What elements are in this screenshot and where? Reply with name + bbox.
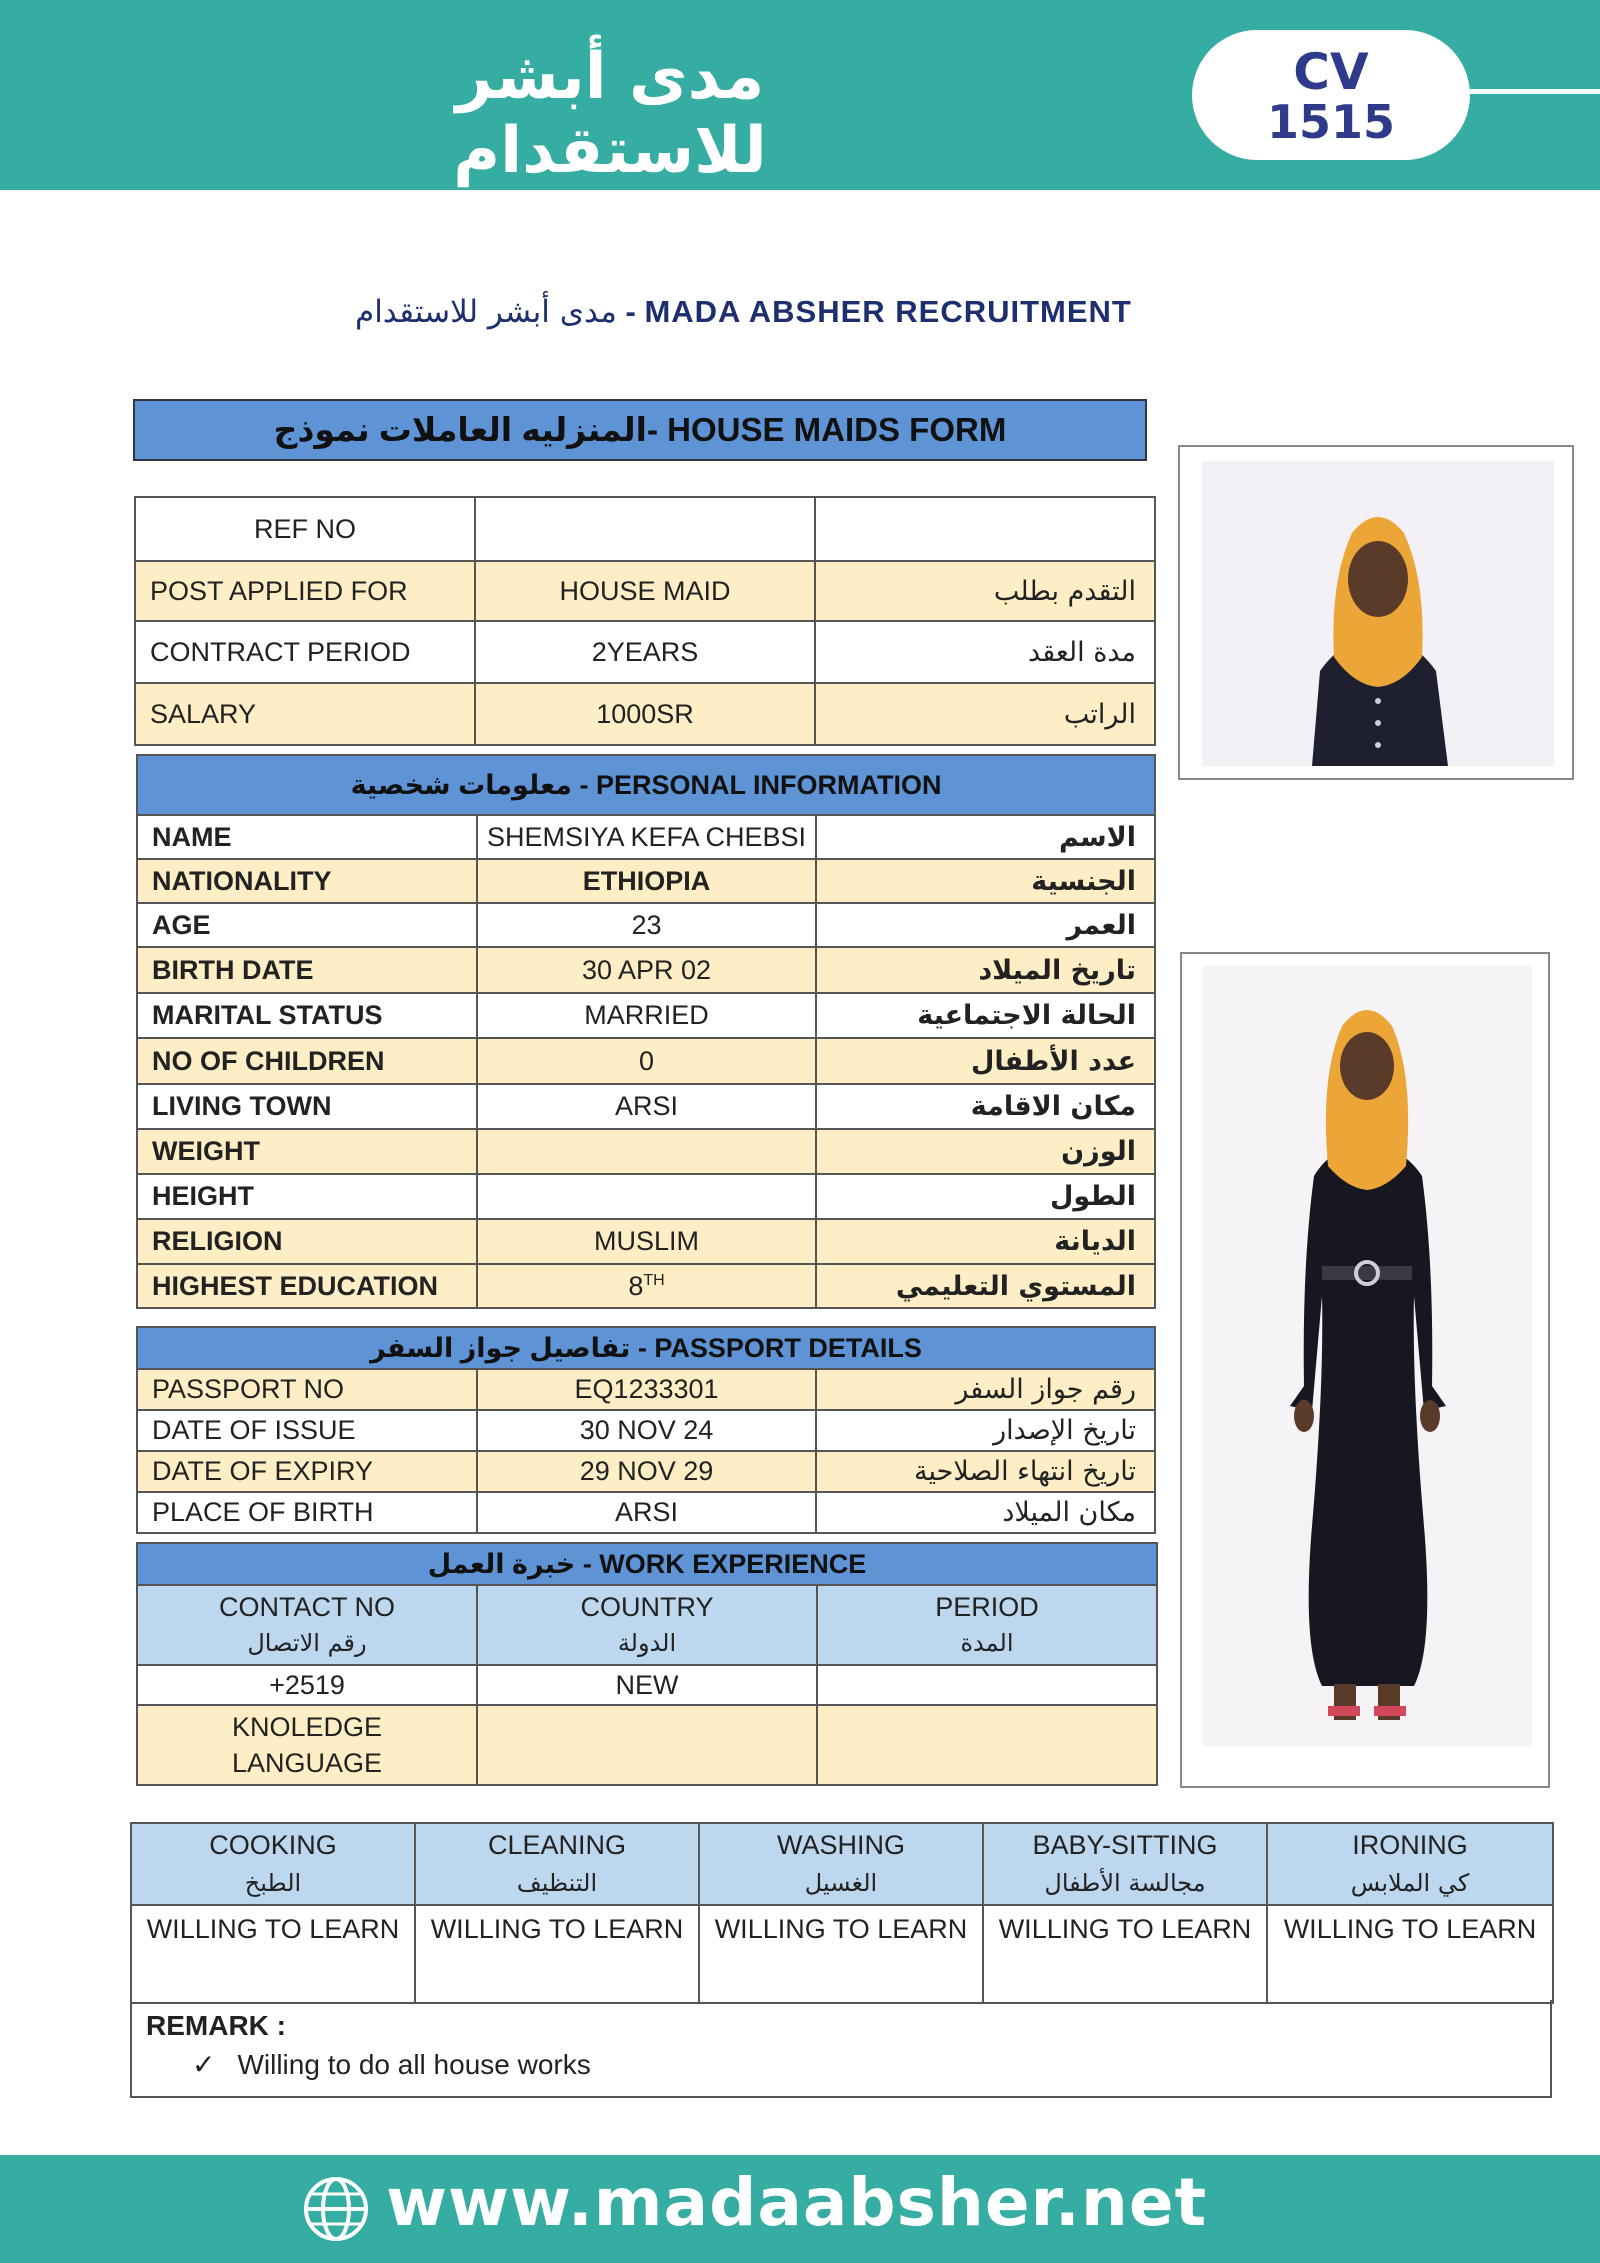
contract-arabic: مدة العقد	[815, 621, 1155, 683]
table-row	[137, 947, 1155, 993]
remark-text: Willing to do all house works	[237, 2049, 591, 2080]
country-header-ar: الدولة	[617, 1629, 677, 1657]
table-row	[137, 1492, 1155, 1533]
skill-washing-value: WILLING TO LEARN	[699, 1905, 983, 2003]
table-row	[137, 1174, 1155, 1219]
form-title: المنزليه العاملات نموذج- HOUSE MAIDS FORM	[133, 399, 1147, 461]
skill-cleaning-ar: التنظيف	[516, 1869, 598, 1897]
living-town-value: ARSI	[477, 1084, 816, 1129]
skill-babysitting-value: WILLING TO LEARN	[983, 1905, 1267, 2003]
contract-label: CONTRACT PERIOD	[135, 621, 475, 683]
table-row	[137, 903, 1155, 947]
table-row	[137, 1084, 1155, 1129]
skill-cleaning-en: CLEANING	[487, 1830, 627, 1860]
place-of-birth-label: PLACE OF BIRTH	[137, 1492, 477, 1533]
country-header	[477, 1585, 817, 1665]
skill-cleaning-value: WILLING TO LEARN	[415, 1905, 699, 2003]
personal-info-table	[136, 754, 1156, 1309]
height-arabic: الطول	[816, 1174, 1155, 1219]
table-row	[137, 1129, 1155, 1174]
name-label: NAME	[137, 815, 477, 859]
weight-arabic: الوزن	[816, 1129, 1155, 1174]
globe-icon	[302, 2175, 370, 2243]
post-arabic: التقدم بطلب	[815, 561, 1155, 621]
contract-value: 2YEARS	[475, 621, 815, 683]
period-header	[817, 1585, 1157, 1665]
remark-title: REMARK :	[146, 2010, 286, 2041]
remark-box	[130, 2000, 1552, 2098]
living-town-label: LIVING TOWN	[137, 1084, 477, 1129]
period-header-ar: المدة	[960, 1629, 1014, 1657]
table-row	[137, 1264, 1155, 1308]
table-row	[135, 621, 1155, 683]
knowledge-language-value	[477, 1705, 817, 1785]
table-row	[137, 1038, 1155, 1084]
living-town-arabic: مكان الاقامة	[816, 1084, 1155, 1129]
ref-no-arabic	[815, 497, 1155, 561]
work-experience-title: خبرة العمل - WORK EXPERIENCE	[137, 1543, 1157, 1585]
remark-item	[192, 2048, 591, 2081]
knowledge-line2: LANGUAGE	[231, 1748, 383, 1778]
salary-label: SALARY	[135, 683, 475, 745]
table-row	[137, 1369, 1155, 1410]
place-of-birth-value: ARSI	[477, 1492, 816, 1533]
religion-label: RELIGION	[137, 1219, 477, 1264]
full-body-photo-image	[1202, 966, 1532, 1746]
skill-washing-ar: الغسيل	[804, 1869, 878, 1897]
skill-babysitting-en: BABY-SITTING	[1032, 1830, 1218, 1860]
table-row	[131, 1905, 1553, 2003]
skill-ironing-ar: كي الملابس	[1350, 1869, 1470, 1897]
table-row	[135, 497, 1155, 561]
country-header-en: COUNTRY	[580, 1592, 714, 1622]
knowledge-line1: KNOLEDGE	[231, 1712, 383, 1742]
issue-date-value: 30 NOV 24	[477, 1410, 816, 1451]
skill-ironing-value: WILLING TO LEARN	[1267, 1905, 1553, 2003]
age-arabic: العمر	[816, 903, 1155, 947]
skills-table	[130, 1822, 1554, 2004]
checkmark-icon: ✓	[192, 2049, 216, 2080]
knowledge-language-label	[137, 1705, 477, 1785]
cv-connector-line	[1470, 89, 1600, 94]
passport-title: تفاصيل جواز السفر - PASSPORT DETAILS	[137, 1327, 1155, 1369]
table-row	[137, 1410, 1155, 1451]
height-label: HEIGHT	[137, 1174, 477, 1219]
subtitle-separator: -	[616, 294, 645, 329]
place-of-birth-arabic: مكان الميلاد	[816, 1492, 1155, 1533]
cv-badge	[1192, 30, 1470, 160]
website-link[interactable]: www.madaabsher.net	[386, 2164, 1208, 2241]
children-label: NO OF CHILDREN	[137, 1038, 477, 1084]
weight-value	[477, 1129, 816, 1174]
table-row	[137, 993, 1155, 1038]
issue-date-arabic: تاريخ الإصدار	[816, 1410, 1155, 1451]
agency-subtitle	[355, 294, 1132, 330]
period-header-en: PERIOD	[935, 1592, 1039, 1622]
portrait-photo-image	[1202, 461, 1554, 766]
education-value	[477, 1264, 816, 1308]
table-row	[137, 1451, 1155, 1492]
passport-no-value: EQ1233301	[477, 1369, 816, 1410]
issue-date-label: DATE OF ISSUE	[137, 1410, 477, 1451]
religion-arabic: الديانة	[816, 1219, 1155, 1264]
contact-no-header-en: CONTACT NO	[218, 1592, 395, 1622]
skill-cooking-value: WILLING TO LEARN	[131, 1905, 415, 2003]
post-label: POST APPLIED FOR	[135, 561, 475, 621]
table-row	[137, 815, 1155, 859]
brand-name-arabic: مدى أبشر للاستقدام	[453, 40, 767, 188]
expiry-date-value: 29 NOV 29	[477, 1451, 816, 1492]
education-grade-suffix: TH	[643, 1271, 665, 1289]
nationality-value: ETHIOPIA	[477, 859, 816, 903]
skill-ironing-header	[1267, 1823, 1553, 1905]
passport-no-label: PASSPORT NO	[137, 1369, 477, 1410]
work-experience-table	[136, 1542, 1158, 1786]
contact-no-value: +2519	[137, 1665, 477, 1705]
table-row	[131, 1823, 1553, 1905]
marital-status-value: MARRIED	[477, 993, 816, 1038]
table-row	[135, 561, 1155, 621]
name-value: SHEMSIYA KEFA CHEBSI	[477, 815, 816, 859]
personal-info-title: معلومات شخصية - PERSONAL INFORMATION	[137, 755, 1155, 815]
expiry-date-arabic: تاريخ انتهاء الصلاحية	[816, 1451, 1155, 1492]
portrait-photo	[1178, 445, 1574, 780]
children-arabic: عدد الأطفال	[816, 1038, 1155, 1084]
age-value: 23	[477, 903, 816, 947]
salary-arabic: الراتب	[815, 683, 1155, 745]
knowledge-language-extra	[817, 1705, 1157, 1785]
religion-value: MUSLIM	[477, 1219, 816, 1264]
passport-table	[136, 1326, 1156, 1534]
ref-no-label: REF NO	[135, 497, 475, 561]
skill-ironing-en: IRONING	[1352, 1830, 1468, 1860]
skill-cleaning-header	[415, 1823, 699, 1905]
nationality-label: NATIONALITY	[137, 859, 477, 903]
table-row	[137, 1665, 1157, 1705]
skill-cooking-header	[131, 1823, 415, 1905]
cv-label: CV	[1293, 43, 1369, 101]
marital-status-label: MARITAL STATUS	[137, 993, 477, 1038]
skill-washing-header	[699, 1823, 983, 1905]
portrait-figure-icon	[1202, 461, 1554, 766]
application-table	[134, 496, 1156, 746]
marital-status-arabic: الحالة الاجتماعية	[816, 993, 1155, 1038]
passport-no-arabic: رقم جواز السفر	[816, 1369, 1155, 1410]
table-row	[135, 683, 1155, 745]
nationality-arabic: الجنسية	[816, 859, 1155, 903]
birth-date-value: 30 APR 02	[477, 947, 816, 993]
contact-no-header-ar: رقم الاتصال	[247, 1629, 367, 1657]
table-row	[137, 1585, 1157, 1665]
skill-washing-en: WASHING	[777, 1830, 905, 1860]
name-arabic: الاسم	[816, 815, 1155, 859]
children-value: 0	[477, 1038, 816, 1084]
ref-no-value	[475, 497, 815, 561]
skill-cooking-en: COOKING	[209, 1830, 337, 1860]
education-label: HIGHEST EDUCATION	[137, 1264, 477, 1308]
subtitle-arabic: مدى أبشر للاستقدام	[355, 294, 617, 330]
table-row	[137, 1705, 1157, 1785]
full-body-photo	[1180, 952, 1550, 1788]
birth-date-label: BIRTH DATE	[137, 947, 477, 993]
period-value	[817, 1665, 1157, 1705]
country-value: NEW	[477, 1665, 817, 1705]
education-grade: 8	[628, 1270, 644, 1301]
full-body-figure-icon	[1202, 966, 1532, 1746]
post-value: HOUSE MAID	[475, 561, 815, 621]
expiry-date-label: DATE OF EXPIRY	[137, 1451, 477, 1492]
contact-no-header	[137, 1585, 477, 1665]
skill-cooking-ar: الطبخ	[244, 1869, 302, 1897]
age-label: AGE	[137, 903, 477, 947]
skill-babysitting-header	[983, 1823, 1267, 1905]
cv-number: 1515	[1266, 95, 1396, 149]
education-arabic: المستوي التعليمي	[816, 1264, 1155, 1308]
subtitle-english: MADA ABSHER RECRUITMENT	[644, 294, 1132, 329]
weight-label: WEIGHT	[137, 1129, 477, 1174]
skill-babysitting-ar: مجالسة الأطفال	[1044, 1869, 1206, 1897]
birth-date-arabic: تاريخ الميلاد	[816, 947, 1155, 993]
table-row	[137, 1219, 1155, 1264]
table-row	[137, 859, 1155, 903]
salary-value: 1000SR	[475, 683, 815, 745]
height-value	[477, 1174, 816, 1219]
